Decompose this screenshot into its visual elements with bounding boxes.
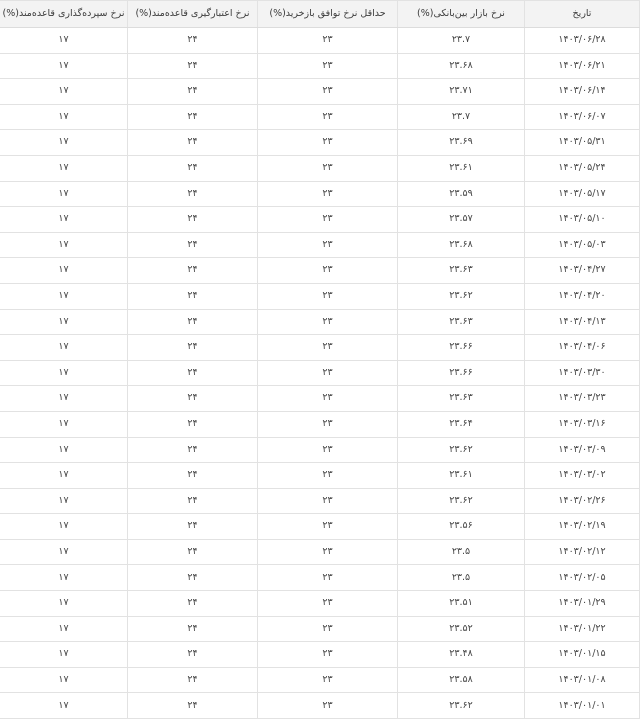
table-row <box>0 591 640 617</box>
cell-interbank: ۲۳.۷ <box>398 28 525 54</box>
cell-repo: ۲۳ <box>258 463 398 489</box>
cell-interbank: ۲۳.۵۹ <box>398 181 525 207</box>
cell-repo: ۲۳ <box>258 207 398 233</box>
table-row <box>0 207 640 233</box>
table-row <box>0 335 640 361</box>
table-row <box>0 616 640 642</box>
cell-deposit: ۱۷ <box>0 335 128 361</box>
table-row <box>0 53 640 79</box>
cell-credit: ۲۴ <box>128 565 258 591</box>
cell-credit: ۲۴ <box>128 591 258 617</box>
table-row <box>0 642 640 668</box>
cell-repo: ۲۳ <box>258 53 398 79</box>
table-row <box>0 488 640 514</box>
cell-repo: ۲۳ <box>258 360 398 386</box>
cell-date: ۱۴۰۳/۰۵/۰۳ <box>525 232 640 258</box>
cell-repo: ۲۳ <box>258 258 398 284</box>
cell-credit: ۲۴ <box>128 283 258 309</box>
cell-date: ۱۴۰۳/۰۵/۲۴ <box>525 155 640 181</box>
cell-date: ۱۴۰۳/۰۶/۲۱ <box>525 53 640 79</box>
table-row <box>0 667 640 693</box>
cell-repo: ۲۳ <box>258 437 398 463</box>
cell-repo: ۲۳ <box>258 181 398 207</box>
table-row <box>0 258 640 284</box>
cell-deposit: ۱۷ <box>0 360 128 386</box>
cell-date: ۱۴۰۳/۰۶/۰۷ <box>525 104 640 130</box>
cell-interbank: ۲۳.۶۶ <box>398 360 525 386</box>
cell-repo: ۲۳ <box>258 130 398 156</box>
cell-credit: ۲۴ <box>128 386 258 412</box>
cell-deposit: ۱۷ <box>0 283 128 309</box>
cell-date: ۱۴۰۳/۰۳/۱۶ <box>525 411 640 437</box>
cell-credit: ۲۴ <box>128 207 258 233</box>
cell-deposit: ۱۷ <box>0 539 128 565</box>
cell-deposit: ۱۷ <box>0 411 128 437</box>
table-row <box>0 79 640 105</box>
cell-deposit: ۱۷ <box>0 130 128 156</box>
cell-interbank: ۲۳.۷ <box>398 104 525 130</box>
table-row <box>0 283 640 309</box>
cell-date: ۱۴۰۳/۰۵/۱۷ <box>525 181 640 207</box>
cell-credit: ۲۴ <box>128 437 258 463</box>
cell-repo: ۲۳ <box>258 514 398 540</box>
cell-credit: ۲۴ <box>128 155 258 181</box>
cell-credit: ۲۴ <box>128 335 258 361</box>
cell-date: ۱۴۰۳/۰۳/۲۳ <box>525 386 640 412</box>
cell-deposit: ۱۷ <box>0 386 128 412</box>
table-row <box>0 360 640 386</box>
cell-date: ۱۴۰۳/۰۱/۰۱ <box>525 693 640 719</box>
cell-deposit: ۱۷ <box>0 155 128 181</box>
cell-repo: ۲۳ <box>258 283 398 309</box>
cell-interbank: ۲۳.۵۸ <box>398 667 525 693</box>
cell-date: ۱۴۰۳/۰۳/۳۰ <box>525 360 640 386</box>
column-header-standing-credit-rate[interactable]: نرخ اعتبارگیری قاعده‌مند(%) <box>128 1 258 28</box>
cell-credit: ۲۴ <box>128 28 258 54</box>
cell-repo: ۲۳ <box>258 642 398 668</box>
cell-interbank: ۲۳.۶۳ <box>398 309 525 335</box>
cell-credit: ۲۴ <box>128 79 258 105</box>
cell-deposit: ۱۷ <box>0 28 128 54</box>
column-header-date[interactable]: تاریخ <box>525 1 640 28</box>
cell-date: ۱۴۰۳/۰۴/۰۶ <box>525 335 640 361</box>
cell-date: ۱۴۰۳/۰۶/۲۸ <box>525 28 640 54</box>
cell-interbank: ۲۳.۶۱ <box>398 463 525 489</box>
cell-credit: ۲۴ <box>128 104 258 130</box>
cell-repo: ۲۳ <box>258 667 398 693</box>
cell-deposit: ۱۷ <box>0 514 128 540</box>
table-row <box>0 309 640 335</box>
table-row <box>0 232 640 258</box>
cell-interbank: ۲۳.۶۹ <box>398 130 525 156</box>
cell-deposit: ۱۷ <box>0 79 128 105</box>
table-row <box>0 155 640 181</box>
cell-date: ۱۴۰۳/۰۳/۰۲ <box>525 463 640 489</box>
cell-credit: ۲۴ <box>128 53 258 79</box>
cell-date: ۱۴۰۳/۰۲/۱۹ <box>525 514 640 540</box>
cell-repo: ۲۳ <box>258 155 398 181</box>
table-header <box>0 1 640 28</box>
table-row <box>0 411 640 437</box>
table-row <box>0 386 640 412</box>
cell-deposit: ۱۷ <box>0 463 128 489</box>
cell-date: ۱۴۰۳/۰۴/۲۰ <box>525 283 640 309</box>
cell-repo: ۲۳ <box>258 539 398 565</box>
cell-interbank: ۲۳.۶۲ <box>398 488 525 514</box>
column-header-interbank-rate[interactable]: نرخ بازار بین‌بانکی(%) <box>398 1 525 28</box>
cell-repo: ۲۳ <box>258 309 398 335</box>
cell-credit: ۲۴ <box>128 258 258 284</box>
cell-repo: ۲۳ <box>258 616 398 642</box>
cell-date: ۱۴۰۳/۰۳/۰۹ <box>525 437 640 463</box>
cell-deposit: ۱۷ <box>0 565 128 591</box>
cell-repo: ۲۳ <box>258 28 398 54</box>
cell-repo: ۲۳ <box>258 79 398 105</box>
cell-deposit: ۱۷ <box>0 232 128 258</box>
cell-deposit: ۱۷ <box>0 488 128 514</box>
cell-repo: ۲۳ <box>258 591 398 617</box>
table-row <box>0 437 640 463</box>
cell-interbank: ۲۳.۷۱ <box>398 79 525 105</box>
cell-deposit: ۱۷ <box>0 667 128 693</box>
table-row <box>0 539 640 565</box>
cell-date: ۱۴۰۳/۰۲/۰۵ <box>525 565 640 591</box>
cell-credit: ۲۴ <box>128 232 258 258</box>
cell-credit: ۲۴ <box>128 514 258 540</box>
cell-interbank: ۲۳.۵۶ <box>398 514 525 540</box>
cell-credit: ۲۴ <box>128 667 258 693</box>
cell-credit: ۲۴ <box>128 130 258 156</box>
cell-interbank: ۲۳.۶۲ <box>398 693 525 719</box>
cell-deposit: ۱۷ <box>0 591 128 617</box>
cell-date: ۱۴۰۳/۰۵/۳۱ <box>525 130 640 156</box>
cell-date: ۱۴۰۳/۰۵/۱۰ <box>525 207 640 233</box>
table-row <box>0 514 640 540</box>
cell-repo: ۲۳ <box>258 104 398 130</box>
cell-date: ۱۴۰۳/۰۲/۱۲ <box>525 539 640 565</box>
table-row <box>0 28 640 54</box>
cell-credit: ۲۴ <box>128 181 258 207</box>
cell-deposit: ۱۷ <box>0 693 128 719</box>
cell-interbank: ۲۳.۶۳ <box>398 258 525 284</box>
table-row <box>0 130 640 156</box>
cell-deposit: ۱۷ <box>0 53 128 79</box>
cell-repo: ۲۳ <box>258 565 398 591</box>
cell-credit: ۲۴ <box>128 360 258 386</box>
cell-repo: ۲۳ <box>258 411 398 437</box>
column-header-repo-min-rate[interactable]: حداقل نرخ توافق بازخرید(%) <box>258 1 398 28</box>
cell-credit: ۲۴ <box>128 642 258 668</box>
cell-date: ۱۴۰۳/۰۴/۲۷ <box>525 258 640 284</box>
cell-interbank: ۲۳.۶۳ <box>398 386 525 412</box>
cell-credit: ۲۴ <box>128 411 258 437</box>
cell-repo: ۲۳ <box>258 335 398 361</box>
cell-repo: ۲۳ <box>258 488 398 514</box>
cell-deposit: ۱۷ <box>0 642 128 668</box>
cell-interbank: ۲۳.۶۴ <box>398 411 525 437</box>
table-header-row <box>0 1 640 28</box>
cell-interbank: ۲۳.۶۲ <box>398 283 525 309</box>
cell-interbank: ۲۳.۵ <box>398 565 525 591</box>
table-row <box>0 104 640 130</box>
cell-date: ۱۴۰۳/۰۱/۰۸ <box>525 667 640 693</box>
cell-date: ۱۴۰۳/۰۱/۱۵ <box>525 642 640 668</box>
table-row <box>0 463 640 489</box>
table-row <box>0 565 640 591</box>
cell-repo: ۲۳ <box>258 232 398 258</box>
cell-interbank: ۲۳.۵۱ <box>398 591 525 617</box>
column-header-standing-deposit-rate[interactable]: نرخ سپرده‌گذاری قاعده‌مند(%) <box>0 1 128 28</box>
cell-date: ۱۴۰۳/۰۲/۲۶ <box>525 488 640 514</box>
cell-date: ۱۴۰۳/۰۱/۲۹ <box>525 591 640 617</box>
cell-credit: ۲۴ <box>128 693 258 719</box>
cell-interbank: ۲۳.۶۲ <box>398 437 525 463</box>
cell-date: ۱۴۰۳/۰۱/۲۲ <box>525 616 640 642</box>
table-row <box>0 693 640 719</box>
cell-date: ۱۴۰۳/۰۴/۱۳ <box>525 309 640 335</box>
cell-interbank: ۲۳.۶۸ <box>398 53 525 79</box>
cell-credit: ۲۴ <box>128 616 258 642</box>
cell-deposit: ۱۷ <box>0 309 128 335</box>
cell-deposit: ۱۷ <box>0 258 128 284</box>
cell-credit: ۲۴ <box>128 488 258 514</box>
cell-interbank: ۲۳.۵۲ <box>398 616 525 642</box>
cell-interbank: ۲۳.۵۷ <box>398 207 525 233</box>
cell-deposit: ۱۷ <box>0 616 128 642</box>
cell-deposit: ۱۷ <box>0 207 128 233</box>
cell-repo: ۲۳ <box>258 386 398 412</box>
cell-interbank: ۲۳.۵ <box>398 539 525 565</box>
cell-deposit: ۱۷ <box>0 104 128 130</box>
cell-deposit: ۱۷ <box>0 181 128 207</box>
cell-credit: ۲۴ <box>128 463 258 489</box>
table-row <box>0 181 640 207</box>
cell-deposit: ۱۷ <box>0 437 128 463</box>
cell-credit: ۲۴ <box>128 309 258 335</box>
cell-interbank: ۲۳.۶۶ <box>398 335 525 361</box>
cell-repo: ۲۳ <box>258 693 398 719</box>
cell-interbank: ۲۳.۶۸ <box>398 232 525 258</box>
cell-interbank: ۲۳.۴۸ <box>398 642 525 668</box>
cell-interbank: ۲۳.۶۱ <box>398 155 525 181</box>
cell-date: ۱۴۰۳/۰۶/۱۴ <box>525 79 640 105</box>
cell-credit: ۲۴ <box>128 539 258 565</box>
